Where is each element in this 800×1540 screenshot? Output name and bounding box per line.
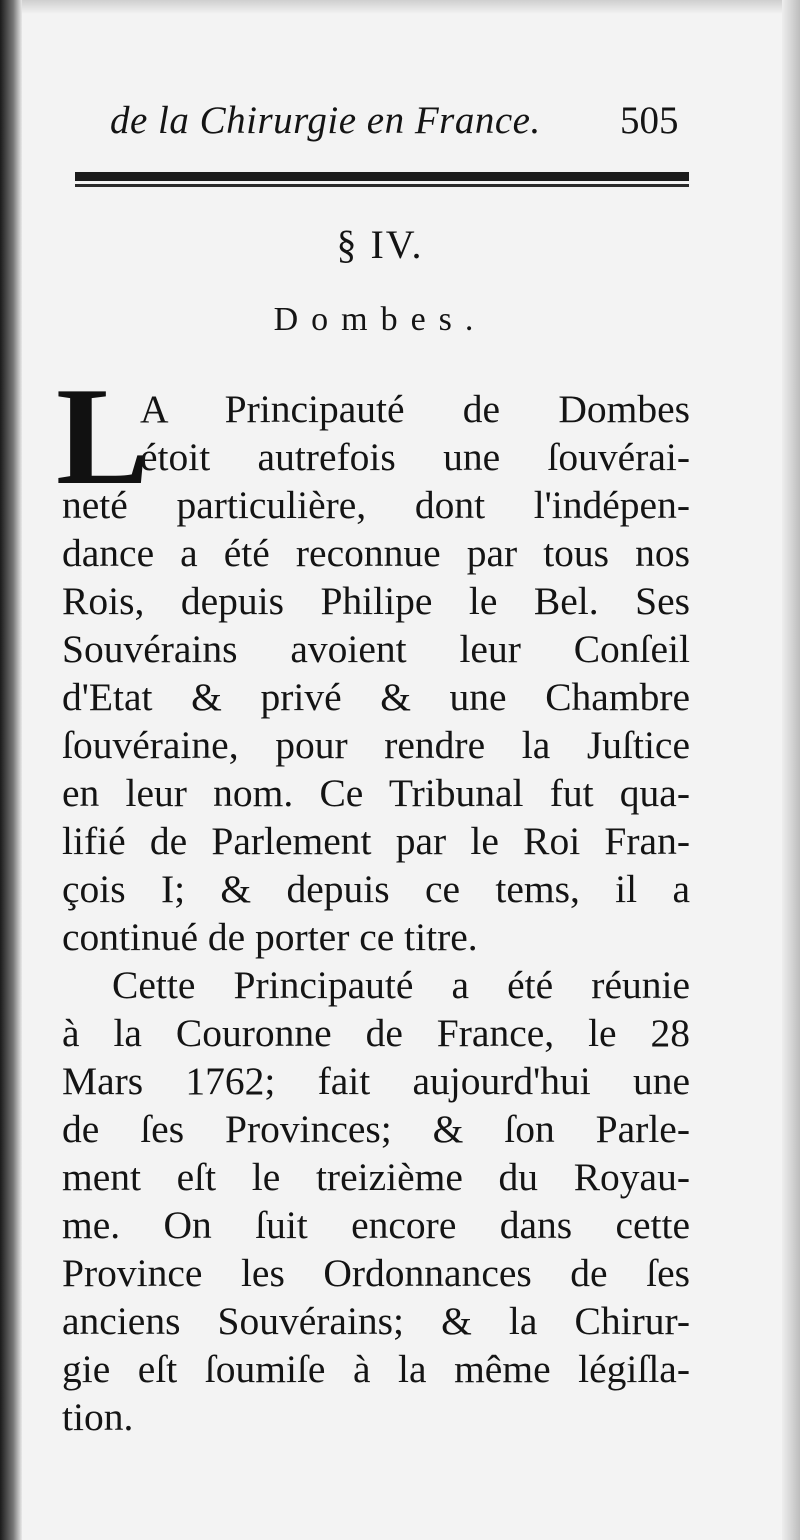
paragraph-2-line: me. On ſuit encore dans cette [62, 1203, 690, 1247]
paragraph-1-line: en leur nom. Ce Tribunal fut qua- [62, 771, 690, 815]
paragraph-1-line: neté particulière, dont l'indépen- [62, 483, 690, 527]
paragraph-2-line: Mars 1762; fait aujourd'hui une [62, 1059, 690, 1103]
header-rule [75, 172, 689, 188]
page-number: 505 [620, 99, 679, 142]
paragraph-1-line: Rois, depuis Philipe le Bel. Ses [62, 579, 690, 623]
paragraph-1-line: Souvérains avoient leur Conſeil [62, 627, 690, 671]
paragraph-1-line: étoit autrefois une ſouvérai- [140, 435, 690, 479]
paragraph-2-line: de ſes Provinces; & ſon Parle- [62, 1107, 690, 1151]
paragraph-1-line: continué de porter ce titre. [62, 915, 478, 959]
paragraph-2-line: ment eſt le treizième du Royau- [62, 1155, 690, 1199]
paragraph-1-line: A Principauté de Dombes [140, 387, 690, 431]
paragraph-2-line: Cette Principauté a été réunie [112, 963, 690, 1007]
page-top-edge [0, 0, 800, 14]
page-right-edge [782, 0, 800, 1540]
header-rule-thick [75, 172, 689, 181]
paragraph-2-line: à la Couronne de France, le 28 [62, 1011, 690, 1055]
paragraph-2-line: anciens Souvérains; & la Chirur- [62, 1299, 690, 1343]
drop-cap: L [56, 359, 150, 514]
running-title: de la Chirurgie en France. [110, 99, 541, 142]
paragraph-1-line: ſouvéraine, pour rendre la Juſtice [62, 723, 690, 767]
paragraph-1-line: lifié de Parlement par le Roi Fran- [62, 819, 690, 863]
paragraph-1-line: çois I; & depuis ce tems, il a [62, 867, 690, 911]
paragraph-2-line: gie eſt ſoumiſe à la même légiſla- [62, 1347, 690, 1391]
paragraph-2-line: Province les Ordonnances de ſes [62, 1251, 690, 1295]
section-number: § IV. [336, 222, 424, 267]
header-rule-thin [75, 184, 689, 187]
paragraph-2-line: tion. [62, 1395, 134, 1439]
paragraph-1-line: dance a été reconnue par tous nos [62, 531, 690, 575]
section-title: Dombes. [273, 301, 487, 338]
paragraph-1-line: d'Etat & privé & une Chambre [62, 675, 690, 719]
